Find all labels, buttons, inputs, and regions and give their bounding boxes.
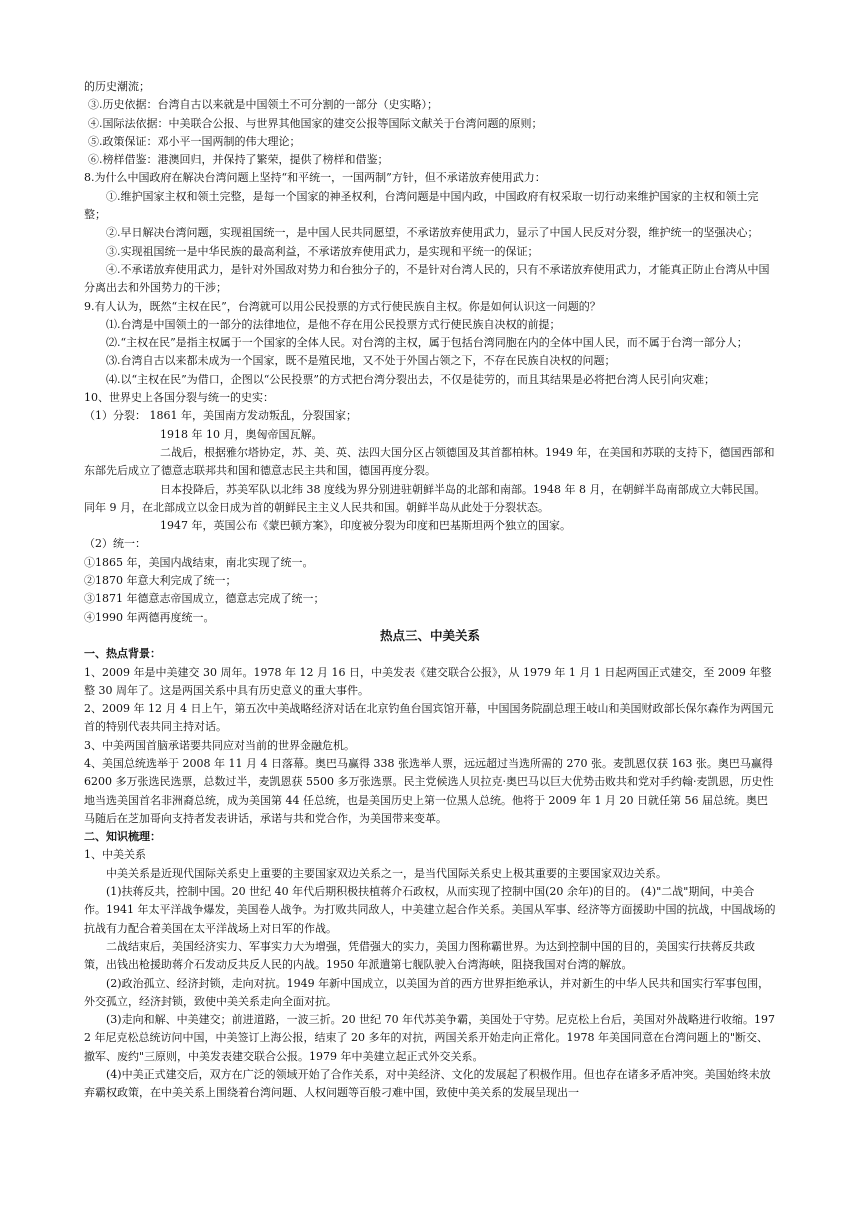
paragraph: 日本投降后，苏美军队以北纬 38 度线为界分别进驻朝鲜半岛的北部和南部。1948 年 8 月，在朝鲜半岛南部成立大韩民国。同年 9 月，在北部成立以金日成为首的朝鲜民主主义人民共和国。朝鲜半岛从此处于分裂状态。: [84, 482, 766, 514]
paragraph: 热点三、中美关系: [379, 627, 480, 643]
paragraph: 一、热点背景：: [84, 647, 161, 661]
paragraph: ④1990 年两德再度统一。: [84, 610, 215, 624]
paragraph: 1、中美关系: [84, 848, 146, 862]
paragraph: ⑤.政策保证：邓小平一国两制的伟大理论；: [88, 134, 301, 148]
paragraph: 中美关系是近现代国际关系史上重要的主要国家双边关系之一，是当代国际关系史上极其重要的主要国家双边关系。: [106, 866, 667, 880]
paragraph: (4)中美正式建交后，双方在广泛的领域开始了合作关系，对中美经济、文化的发展起了积极作用。但也存在诸多矛盾冲突。美国始终未放弃霸权政策，在中美关系上围绕着台湾问题、人权问题等百般刁难中国，致使中美关系的发展呈现出一: [84, 1068, 771, 1100]
paragraph: ⑵.“主权在民”是指主权属于一个国家的全体人民。对台湾的主权，属于包括台湾同胞在内的全体中国人民，而不属于台湾一部分人；: [106, 336, 748, 350]
paragraph: ②.早日解决台湾问题，实现祖国统一，是中国人民共同愿望，不承诺放弃使用武力，显示了中国人民反对分裂，维护统一的坚强决心；: [106, 226, 759, 240]
paragraph: ④.不承诺放弃使用武力，是针对外国敌对势力和台独分子的，不是针对台湾人民的，只有不承诺放弃使用武力，才能真正防止台湾从中国分离出去和外国势力的干涉；: [84, 262, 770, 295]
paragraph: 的历史潮流；: [84, 80, 150, 93]
paragraph: (3)走向和解、中美建交；前进道路，一波三折。20 世纪 70 年代苏美争霸，美国处于守势。尼克松上台后，美国对外战略进行收缩。1972 年尼克松总统访问中国，中美签订上海公报，结束了 20 多年的对抗，两国关系开始走向正常化。1978 年美国同意在台湾问题上的"断交、撤军、废约"三原则，中美发表建交联合公报。1979 年中美建立起正式外交关系。: [84, 1013, 776, 1063]
paragraph: ①.维护国家主权和领土完整，是每一个国家的神圣权利，台湾问题是中国内政，中国政府有权采取一切行动来维护国家的主权和领土完整；: [84, 189, 759, 222]
paragraph: (1)扶蒋反共，控制中国。20 世纪 40 年代后期积极扶植蒋介石政权，从而实现了控制中国(20 余年)的目的。 (4)"二战"期间，中美合作。1941 年太平洋战争爆发，美国卷人战争。为打败共同敌人，中美建立起合作关系。美国从军事、经济等方面援助中国的抗战，中国战场的抗战有力配合着美国在太平洋战场上对日军的作战。: [84, 885, 776, 935]
paragraph: ④.国际法依据：中美联合公报、与世界其他国家的建交公报等国际文献关于台湾问题的原则；: [88, 116, 543, 130]
paragraph: ⑥.榜样借鉴：港澳回归，并保持了繁荣，提供了榜样和借鉴；: [88, 153, 389, 167]
paragraph: 1918 年 10 月，奥匈帝国瓦解。: [160, 427, 323, 441]
paragraph: 1、2009 年是中美建交 30 周年。1978 年 12 月 16 日，中美发表《建交联合公报》，从 1979 年 1 月 1 日起两国正式建交，至 2009 年整整 30 周年了。这是两国关系中具有历史意义的重大事件。: [84, 665, 772, 697]
paragraph: 9.有人认为，既然“主权在民”，台湾就可以用公民投票的方式行使民族自主权。你是如何认识这一问题的？: [84, 299, 601, 313]
paragraph: ⑷.以“主权在民”为借口，企图以“公民投票”的方式把台湾分裂出去，不仅是徒劳的，而且其结果是必将把台湾人民引向灾难；: [106, 372, 715, 386]
paragraph: ③.实现祖国统一是中华民族的最高利益，不承诺放弃使用武力，是实现和平统一的保证；: [106, 244, 539, 258]
paragraph: 二战结束后，美国经济实力、军事实力大为增强，凭借强大的实力，美国力图称霸世界。为达到控制中国的目的，美国实行扶蒋反共政策，出钱出枪援助蒋介石发动反共反人民的内战。1950 年派遣第七舰队驶入台湾海峡，阻挠我国对台湾的解放。: [84, 939, 755, 972]
paragraph: ③1871 年德意志帝国成立，德意志完成了统一；: [84, 592, 325, 606]
paragraph: （2）统一：: [84, 537, 146, 551]
paragraph: 8.为什么中国政府在解决台湾问题上坚持“和平统一，一国两制”方针，但不承诺放弃使用武力：: [84, 171, 546, 185]
paragraph: ②1870 年意大利完成了统一；: [84, 574, 237, 588]
paragraph: 二战后，根据雅尔塔协定，苏、美、英、法四大国分区占领德国及其首都柏林。1949 年，在美国和苏联的支持下，德国西部和东部先后成立了德意志联邦共和国和德意志民主共和国，德国再度分裂。: [84, 445, 775, 478]
paragraph: (2)政治孤立、经济封锁，走向对抗。1949 年新中国成立，以美国为首的西方世界拒绝承认，并对新生的中华人民共和国实行军事包围，外交孤立，经济封锁，致使中美关系走向全面对抗。: [84, 976, 770, 1008]
paragraph: ①1865 年，美国内战结束，南北实现了统一。: [84, 555, 314, 569]
paragraph: ⑶.台湾自古以来都未成为一个国家，既不是殖民地，又不处于外国占领之下，不存在民族自决权的问题；: [106, 354, 616, 368]
paragraph: 3、中美两国首脑承诺要共同应对当前的世界金融危机。: [84, 738, 355, 752]
paragraph: ⑴.台湾是中国领土的一部分的法律地位，是他不存在用公民投票方式行使民族自决权的前提；: [106, 317, 561, 331]
paragraph: 10、世界史上各国分裂与统一的史实：: [84, 391, 274, 405]
paragraph: 2、2009 年 12 月 4 日上午，第五次中美战略经济对话在北京钓鱼台国宾馆开幕，中国国务院副总理王岐山和美国财政部长保尔森作为两国元首的特别代表共同主持对话。: [84, 702, 774, 734]
paragraph: ③.历史依据：台湾自古以来就是中国领土不可分割的一部分（史实略）；: [88, 98, 438, 112]
paragraph: 1947 年，英国公布《蒙巴顿方案》，印度被分裂为印度和巴基斯坦两个独立的国家。: [160, 519, 571, 533]
paragraph: （1）分裂： 1861 年，美国南方发动叛乱，分裂国家；: [84, 409, 357, 423]
paragraph: 二、知识梳理：: [84, 830, 161, 844]
paragraph: 4、美国总统选举于 2008 年 11 月 4 日落幕。奥巴马赢得 338 张选举人票，远远超过当选所需的 270 张。麦凯恩仅获 163 张。奥巴马赢得 6200 多万张选民选票，总数过半，麦凯恩获 5500 多万张选票。民主党候选人贝拉克·奥巴马以巨大优势击败共和党对手约翰·麦凯恩，历史性地当选美国首名非洲裔总统，成为美国第 44 任总统，也是美国历史上第一位黑人总统。他将于 2009 年 1 月 20 日就任第 56 届总统。奥巴马随后在芝加哥向支持者发表讲话，承诺与共和党合作，为美国带来变革。: [84, 756, 774, 825]
